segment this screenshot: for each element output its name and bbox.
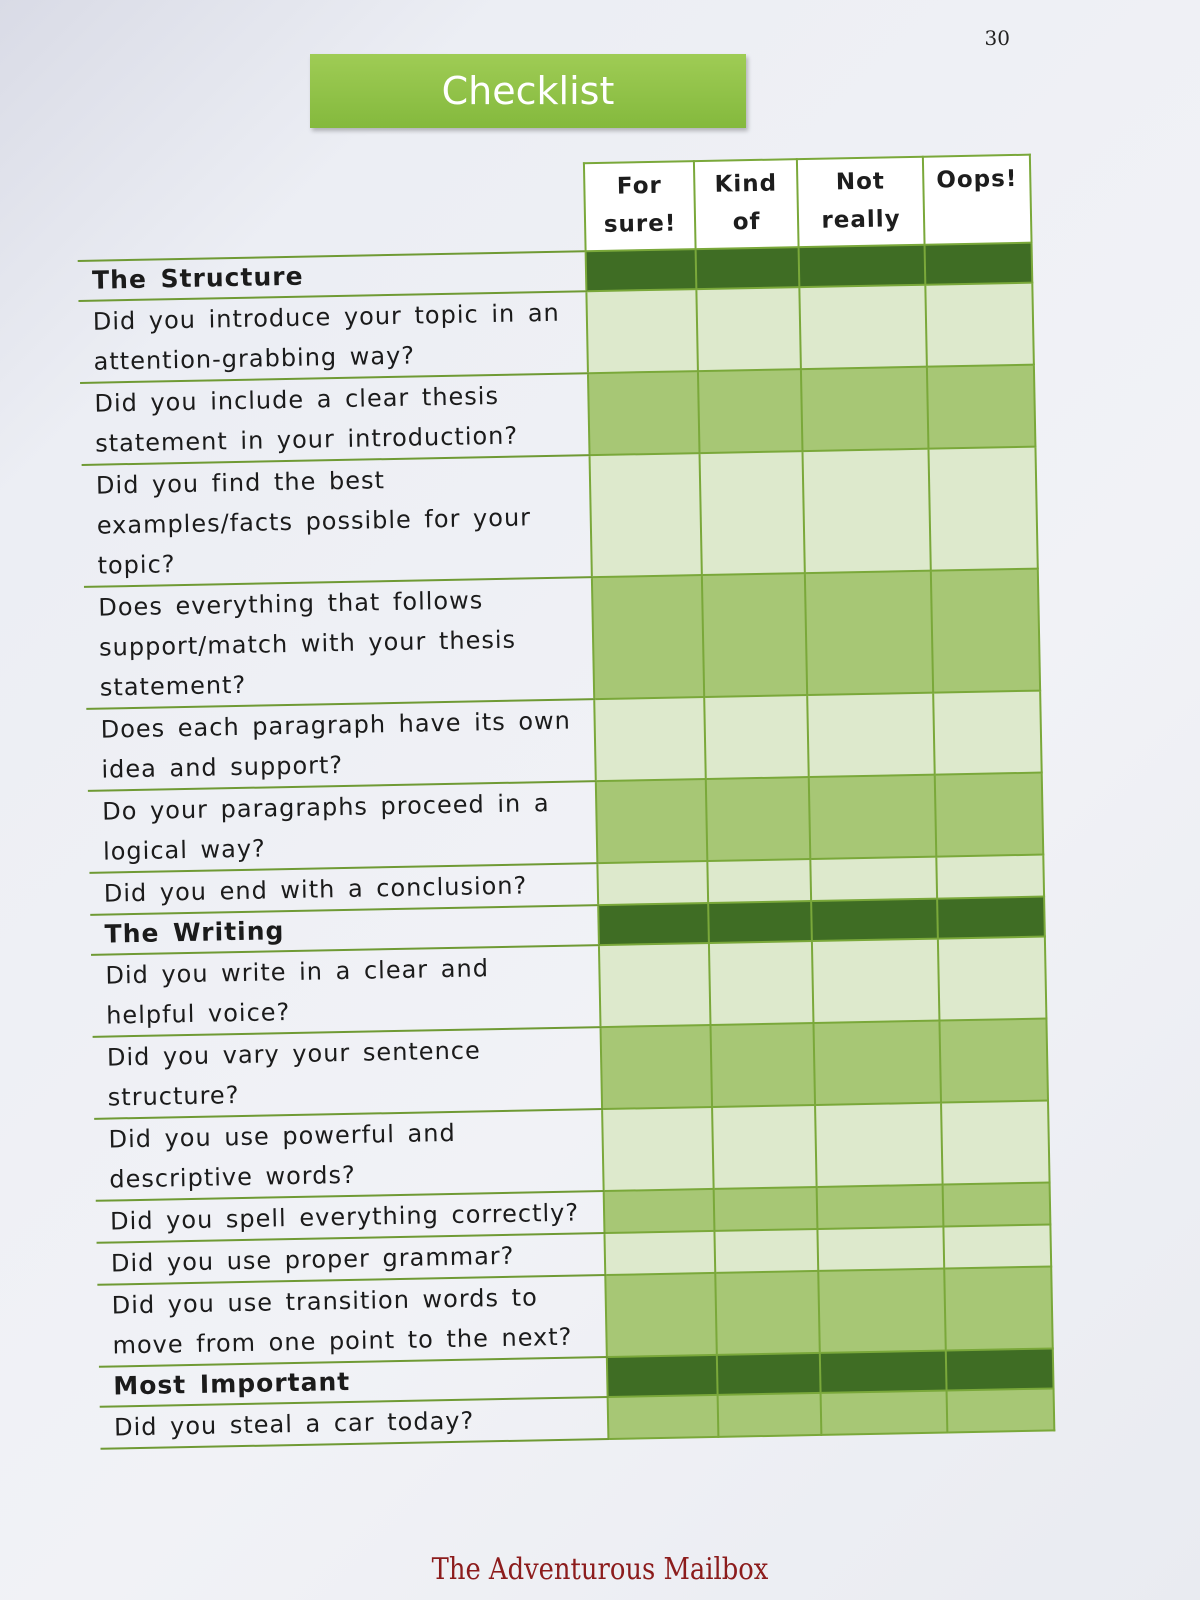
question-text: Did you vary your sentence structure? — [93, 1027, 602, 1119]
answer-checkbox[interactable] — [714, 1187, 818, 1231]
answer-checkbox[interactable] — [597, 861, 708, 905]
answer-checkbox[interactable] — [718, 1393, 822, 1437]
answer-checkbox[interactable] — [710, 1023, 815, 1107]
answer-checkbox[interactable] — [941, 1101, 1050, 1185]
answer-checkbox[interactable] — [943, 1224, 1051, 1268]
column-header-line: of — [732, 208, 761, 236]
answer-checkbox[interactable] — [817, 1227, 944, 1271]
question-text: Did you introduce your topic in an attention-grabbing way? — [78, 291, 587, 383]
question-row — [84, 569, 1040, 709]
answer-checkbox[interactable] — [696, 287, 801, 371]
question-text: Did you spell everything correctly? — [96, 1191, 605, 1243]
answer-checkbox[interactable] — [700, 451, 805, 575]
answer-checkbox[interactable] — [815, 1103, 943, 1187]
section-band-cell — [925, 243, 1033, 285]
column-header-line: Oops! — [936, 165, 1018, 194]
question-text: Did you use transition words to move from one point to the next? — [97, 1275, 606, 1367]
question-text: Did you use powerful and descriptive words? — [94, 1109, 603, 1201]
answer-checkbox[interactable] — [947, 1388, 1055, 1432]
section-band-cell — [717, 1353, 821, 1395]
answer-checkbox[interactable] — [939, 1019, 1048, 1103]
checklist-title: Checklist — [310, 54, 746, 128]
column-header-line: sure! — [603, 210, 677, 238]
answer-checkbox[interactable] — [590, 453, 702, 577]
answer-checkbox[interactable] — [927, 365, 1036, 449]
answer-checkbox[interactable] — [810, 857, 937, 901]
answer-checkbox[interactable] — [944, 1266, 1053, 1350]
answer-checkbox[interactable] — [602, 1107, 714, 1191]
answer-checkbox[interactable] — [605, 1273, 717, 1357]
answer-checkbox[interactable] — [943, 1182, 1051, 1226]
question-row — [82, 447, 1038, 587]
section-band-cell — [696, 247, 800, 289]
answer-checkbox[interactable] — [931, 569, 1040, 693]
column-header-not-really — [797, 157, 925, 247]
column-header-line: For — [616, 172, 663, 200]
answer-checkbox[interactable] — [818, 1269, 946, 1353]
answer-checkbox[interactable] — [707, 859, 811, 903]
question-text: Did you include a clear thesis statement in your introduction? — [80, 373, 589, 465]
answer-checkbox[interactable] — [805, 571, 933, 695]
checklist-table-wrapper — [76, 154, 1055, 1450]
answer-checkbox[interactable] — [599, 943, 711, 1027]
answer-checkbox[interactable] — [698, 369, 803, 453]
answer-checkbox[interactable] — [588, 371, 700, 455]
section-title: Most Important — [99, 1357, 608, 1407]
answer-checkbox[interactable] — [817, 1185, 944, 1229]
checklist-body — [78, 243, 1055, 1449]
column-header-oops — [923, 155, 1032, 245]
question-text: Do your paragraphs proceed in a logical way? — [88, 781, 597, 873]
answer-checkbox[interactable] — [709, 941, 814, 1025]
section-band-cell — [946, 1348, 1054, 1390]
column-header-kind-of — [694, 159, 799, 249]
answer-checkbox[interactable] — [714, 1229, 818, 1273]
answer-checkbox[interactable] — [925, 283, 1034, 367]
section-band-cell — [607, 1355, 718, 1397]
answer-checkbox[interactable] — [807, 693, 935, 777]
answer-checkbox[interactable] — [715, 1271, 820, 1355]
column-header-line: Not — [835, 168, 886, 196]
section-band-cell — [937, 897, 1045, 939]
section-band-cell — [811, 899, 938, 941]
section-band-cell — [598, 903, 709, 945]
answer-checkbox[interactable] — [706, 777, 811, 861]
answer-checkbox[interactable] — [928, 447, 1037, 571]
answer-checkbox[interactable] — [601, 1025, 713, 1109]
column-header-for-sure — [584, 161, 696, 251]
answer-checkbox[interactable] — [604, 1231, 715, 1275]
answer-checkbox[interactable] — [608, 1395, 719, 1439]
answer-checkbox[interactable] — [604, 1189, 715, 1233]
answer-checkbox[interactable] — [935, 773, 1044, 857]
section-band-cell — [799, 245, 926, 287]
answer-checkbox[interactable] — [812, 939, 940, 1023]
answer-checkbox[interactable] — [592, 575, 704, 699]
question-text: Did you write in a clear and helpful voice? — [91, 945, 600, 1037]
answer-checkbox[interactable] — [702, 573, 807, 697]
answer-checkbox[interactable] — [821, 1391, 948, 1435]
question-text: Did you steal a car today? — [100, 1397, 609, 1449]
answer-checkbox[interactable] — [802, 449, 930, 573]
answer-checkbox[interactable] — [704, 695, 809, 779]
answer-checkbox[interactable] — [596, 779, 708, 863]
section-band-cell — [586, 249, 697, 291]
header-corner — [76, 163, 586, 261]
page-number: 30 — [984, 26, 1010, 50]
answer-checkbox[interactable] — [813, 1021, 941, 1105]
column-header-line: really — [821, 206, 901, 234]
answer-checkbox[interactable] — [594, 697, 706, 781]
question-text: Did you use proper grammar? — [97, 1233, 606, 1285]
question-text: Did you find the best examples/facts possible for your topic? — [82, 455, 592, 587]
section-title: The Structure — [78, 251, 587, 301]
answer-checkbox[interactable] — [799, 285, 927, 369]
question-text: Does each paragraph have its own idea and support? — [86, 699, 595, 791]
question-text: Did you end with a conclusion? — [89, 863, 598, 915]
column-header-line: Kind — [714, 170, 778, 198]
book-title-footer: The Adventurous Mailbox — [431, 1552, 769, 1587]
section-band-cell — [708, 901, 812, 943]
answer-checkbox[interactable] — [933, 691, 1042, 775]
section-band-cell — [820, 1351, 947, 1393]
checklist-table — [76, 154, 1055, 1450]
answer-checkbox[interactable] — [712, 1105, 817, 1189]
answer-checkbox[interactable] — [809, 775, 937, 859]
question-text: Does everything that follows support/match with your thesis statement? — [84, 577, 594, 709]
answer-checkbox[interactable] — [938, 937, 1047, 1021]
answer-checkbox[interactable] — [586, 289, 698, 373]
section-title: The Writing — [90, 905, 599, 955]
answer-checkbox[interactable] — [936, 855, 1044, 899]
answer-checkbox[interactable] — [801, 367, 929, 451]
